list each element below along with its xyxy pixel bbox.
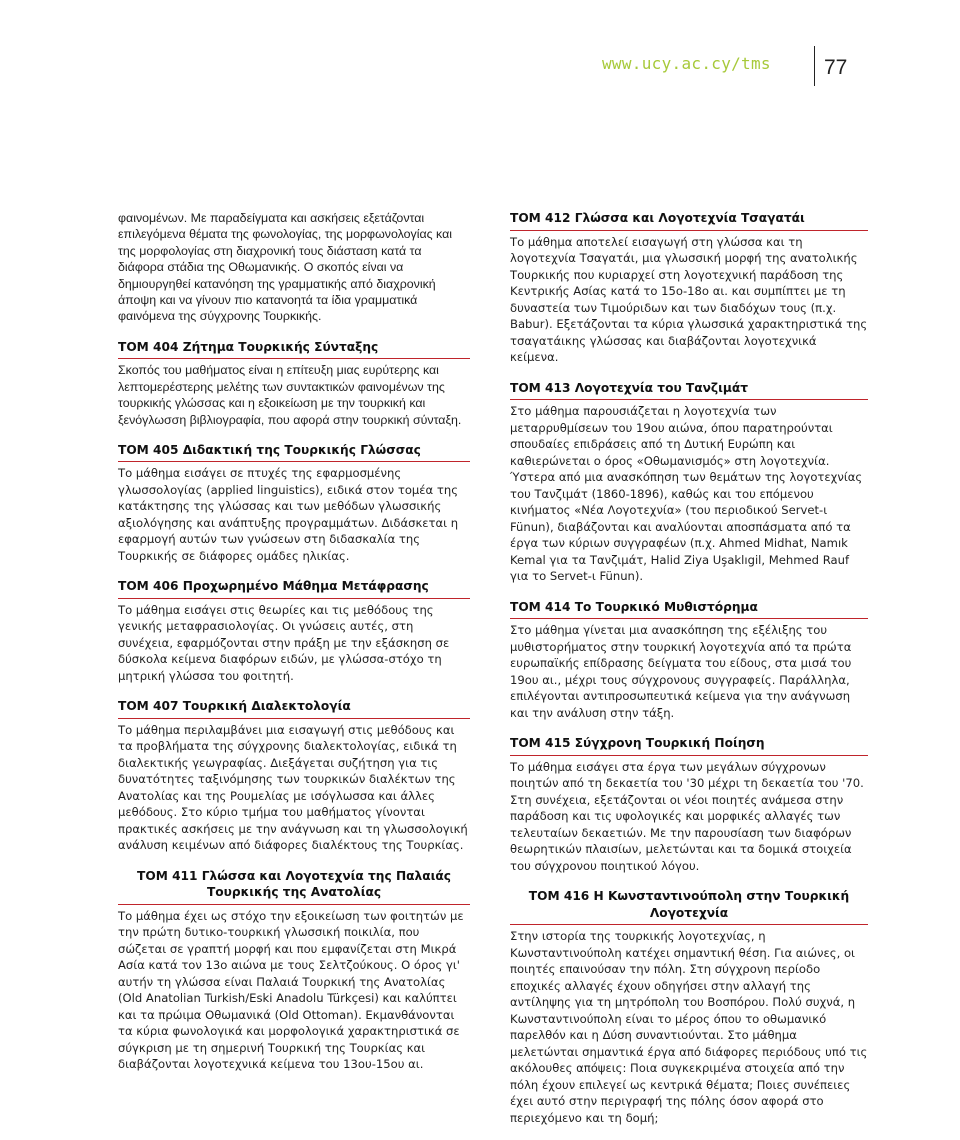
course-section-tom411	[118, 868, 470, 1073]
course-description: Στο μάθημα παρουσιάζεται η λογοτεχνία των μεταρρυθμίσεων του 19ου αιώνα, όπου παρατηρούνται σπουδαίες επιδράσεις από τη Δυτική Ευρώπη και καθιερώνεται ο όρος «Οθωμανισμός» στη λογοτεχνία. Ύστερα από μια ανασκόπηση των θεμάτων της λογοτεχνίας του Τανζιμάτ (1860-1896), καθώς και του επόμενου κινήματος «Νέα Λογοτεχνία» (του περιοδικού Servet-ι Fünun), διαβάζονται και αναλύονται αποσπάσματα από τα έργα των κύριων συγγραφέων (π.χ. Ahmed Midhat, Namık Kemal για τα Τανζιμάτ, Halid Ziya Uşaklıgil, Mehmed Rauf για το Servet-ι Fünun).	[510, 404, 863, 583]
course-title: ΤΟΜ 413 Λογοτεχνία του Τανζιμάτ	[510, 380, 868, 401]
header-divider	[814, 46, 815, 86]
course-description: Σκοπός του μαθήματος είναι η επίτευξη μιας ευρύτερης και λεπτομερέστερης μελέτης των συντακτικών φαινομένων της τουρκικής γλώσσας και η εξοικείωση με την τουρκική και ξενόγλωσση βιβλιογραφία, που αφορά στην τουρκική σύνταξη.	[118, 363, 462, 427]
course-description: Στην ιστορία της τουρκικής λογοτεχνίας, η Κωνσταντινούπολη κατέχει σημαντική θέση. Για αιώνες, οι ποιητές επαινούσαν την πόλη. Στη σύγχρονη περίοδο εποχικές αλλαγές έχουν οδηγήσει στην αλλαγή της αντίληψης για τη μητρόπολη του Βοσπόρου. Πολύ συχνά, η Κωνσταντινούπολη είναι το μέρος όπου το οθωμανικό παρελθόν και η Δύση συναντιούνται. Στο μάθημα μελετώνται σημαντικά έργα από διάφορες περιόδους υπό τις ακόλουθες απόψεις: Ποια συγκεκριμένα στοιχεία από την πόλη έχουν επιλεγεί ως κεντρικά θέματα; Ποιες συνέπειες έχει αυτό στην περιγραφή της πόλης όσον αφορά στο περιεχόμενο και τη δομή;	[510, 929, 868, 1125]
right-column	[510, 210, 868, 1140]
course-description: Το μάθημα εισάγει στις θεωρίες και τις μεθόδους της γενικής μεταφρασιολογίας. Οι γνώσεις αυτές, στη συνέχεια, εφαρμόζονται στην πράξη με την εξάσκηση σε δύσκολα κείμενα διαφόρων ειδών, με γλώσσα-στόχο τη μητρική γλώσσα του φοιτητή.	[118, 602, 450, 683]
course-section-tom414	[510, 599, 868, 722]
course-title: ΤΟΜ 412 Γλώσσα και Λογοτεχνία Τσαγατάι	[510, 210, 868, 231]
course-description: Το μάθημα εισάγει στα έργα των μεγάλων σύγχρονων ποιητών από τη δεκαετία του '30 μέχρι τη δεκαετία του '70. Στη συνέχεια, εξετάζονται οι νέοι ποιητές ανάμεσα στην παράδοση και τις υφολογικές και μορφικές αλλαγές των τελευταίων δεκαετιών. Με την παρουσίαση των διαφόρων θεωρητικών πλαισίων, μελετώνται και τα δομικά στοιχεία του σύγχρονου ποιητικού λόγου.	[510, 759, 864, 873]
course-section-tom416	[510, 888, 868, 1126]
course-section-tom404	[118, 339, 470, 428]
course-title: ΤΟΜ 407 Τουρκική Διαλεκτολογία	[118, 698, 470, 719]
course-title: ΤΟΜ 414 Το Τουρκικό Μυθιστόρημα	[510, 599, 868, 620]
course-title: ΤΟΜ 416 Η Κωνσταντινούπολη στην Τουρκική Λογοτεχνία	[510, 888, 868, 925]
course-description: Το μάθημα περιλαμβάνει μια εισαγωγή στις μεθόδους και τα προβλήματα της σύγχρονης διαλεκτολογίας, ειδικά τη διαλεκτικής γεωγραφίας. Διεξάγεται συζήτηση για τις δυνατότητες ταξινόμησης των τουρκικών διαλέκτων της Ανατολίας και της Ρουμελίας με ισόγλωσσα και άλλες μεθόδους. Στο κύριο τμήμα του μαθήματος γίνονται πρακτικές ασκήσεις με την ανάγνωση και τη γλωσσολογική ανάλυση κειμένων από διάφορες διαλέκτους της Τουρκίας.	[118, 722, 468, 853]
course-section-tom413	[510, 380, 868, 585]
course-description: Το μάθημα εισάγει σε πτυχές της εφαρμοσμένης γλωσσολογίας (applied linguistics), ειδικά στον τομέα της κατάκτησης της γλώσσας και των μεθόδων γλωσσικής αξιολόγησης και ανάπτυξης προγραμμάτων. Διδάσκεται η εφαρμογή αυτών των γνώσεων στη διδασκαλία της Τουρκικής σε διάφορες ομάδες ηλικίας.	[118, 466, 459, 563]
course-section-tom415	[510, 735, 868, 874]
course-section-tom405	[118, 442, 470, 565]
page-number: 77	[824, 56, 848, 79]
course-description: Το μάθημα έχει ως στόχο την εξοικείωση των φοιτητών με την πρώτη δυτικο-τουρκική γλωσσική ποικιλία, που σώζεται σε γραπτή μορφή και που εμφανίζεται στη Μικρά Ασία κατά τον 13ο αιώνα με τους Σελτζούκους. Ο όρος γι' αυτήν τη γλώσσα είναι Παλαιά Τουρκική της Ανατολίας (Old Anatolian Turkish/Eski Anadolu Türkçesi) και καλύπτει και τα πρώιμα Οθωμανικά (Old Ottoman). Εκμανθάνονται τα κύρια φωνολογικά και μορφολογικά χαρακτηριστικά σε σύγκριση με τη σημερινή Τουρκική της Τουρκίας και διαβάζονται λογοτεχνικά κείμενα του 13ου-15ου αι.	[118, 908, 464, 1072]
course-description: Στο μάθημα γίνεται μια ανασκόπηση της εξέλιξης του μυθιστορήματος στην τουρκική λογοτεχνία από τα πρώτα ευρωπαϊκής επίδρασης δείγματα του είδους, στα μισά του 19ου αι., μέχρι τους σύγχρονους συγγραφείς. Παράλληλα, επιλέγονται αντιπροσωπευτικά κείμενα για την ανάγνωση και την ανάλυση στην τάξη.	[510, 623, 852, 720]
course-title: ΤΟΜ 411 Γλώσσα και Λογοτεχνία της Παλαιάς Τουρκικής της Ανατολίας	[118, 868, 470, 905]
course-title: ΤΟΜ 405 Διδακτική της Τουρκικής Γλώσσας	[118, 442, 470, 463]
website-url[interactable]: www.ucy.ac.cy/tms	[602, 54, 771, 73]
course-section-tom406	[118, 578, 470, 684]
course-section-tom407	[118, 698, 470, 854]
course-description: Το μάθημα αποτελεί εισαγωγή στη γλώσσα και τη λογοτεχνία Τσαγατάι, μια γλωσσική μορφή της ανατολικής Τουρκικής που κυριαρχεί στη λογοτεχνική παράδοση της Κεντρικής Ασίας κατά το 15ο-18ο αι. και συμπίπτει με τη δυναστεία των Τιμούριδων και των διαδόχων τους (π.χ. Babur). Εξετάζονται τα κύρια γλωσσικά χαρακτηριστικά της τσαγατάικης γλώσσας και διαβάζονται λογοτεχνικά κείμενα.	[510, 234, 868, 364]
page-header	[600, 46, 900, 86]
course-title: ΤΟΜ 415 Σύγχρονη Τουρκική Ποίηση	[510, 735, 868, 756]
course-section-tom412	[510, 210, 868, 366]
course-title: ΤΟΜ 406 Προχωρημένο Μάθημα Μετάφρασης	[118, 578, 470, 599]
intro-paragraph: φαινομένων. Με παραδείγματα και ασκήσεις εξετάζονται επιλεγόμενα θέματα της φωνολογίας, της μορφωνολογίας και της μορφολογίας στη διαχρονική τους διάσταση κατά τα διάφορα στάδια της Οθωμανικής. Ο σκοπός είναι να δημιουργηθεί κατανόηση της γραμματικής από διαχρονική άποψη και να γίνουν πιο κατανοητά τα ίδια γραμματικά φαινόμενα της σύγχρονης Τουρκικής.	[118, 211, 452, 324]
left-column	[118, 210, 470, 1087]
course-title: ΤΟΜ 404 Ζήτημα Τουρκικής Σύνταξης	[118, 339, 470, 360]
